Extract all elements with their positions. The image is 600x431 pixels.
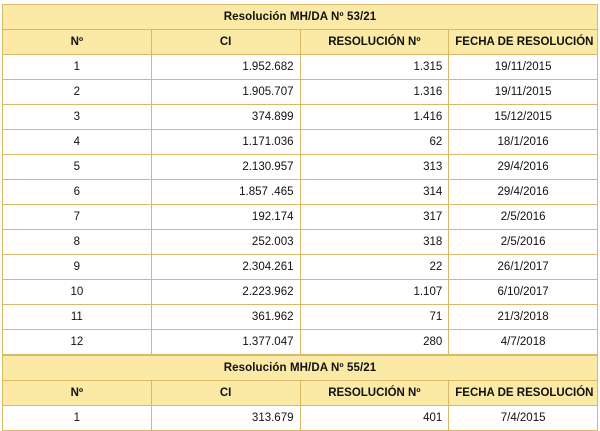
cell-fecha: 4/7/2018	[449, 330, 598, 355]
table-row	[3, 255, 598, 280]
cell-ci: 1.171.036	[151, 130, 300, 155]
table-row	[3, 55, 598, 80]
cell-resolucion: 71	[300, 305, 449, 330]
column-header-resolucion: RESOLUCIÓN Nº	[300, 30, 449, 55]
table-row	[3, 330, 598, 355]
cell-numero: 7	[3, 205, 152, 230]
column-header-fecha: FECHA DE RESOLUCIÓN	[449, 381, 598, 406]
cell-resolucion: 1.316	[300, 80, 449, 105]
cell-resolucion: 1.315	[300, 55, 449, 80]
cell-fecha: 21/3/2018	[449, 305, 598, 330]
table-row	[3, 406, 598, 431]
cell-resolucion: 318	[300, 230, 449, 255]
cell-numero: 3	[3, 105, 152, 130]
cell-ci: 1.857 .465	[151, 180, 300, 205]
table-row	[3, 280, 598, 305]
cell-resolucion: 62	[300, 130, 449, 155]
column-header-fecha: FECHA DE RESOLUCIÓN	[449, 30, 598, 55]
cell-fecha: 6/10/2017	[449, 280, 598, 305]
table-row	[3, 180, 598, 205]
cell-ci: 1.377.047	[151, 330, 300, 355]
cell-resolucion: 280	[300, 330, 449, 355]
cell-numero: 6	[3, 180, 152, 205]
cell-ci: 2.223.962	[151, 280, 300, 305]
cell-fecha: 26/1/2017	[449, 255, 598, 280]
column-header-ci: CI	[151, 30, 300, 55]
column-header-ci: CI	[151, 381, 300, 406]
resolution-table-1	[2, 4, 598, 355]
cell-resolucion: 22	[300, 255, 449, 280]
cell-ci: 361.962	[151, 305, 300, 330]
cell-fecha: 2/5/2016	[449, 230, 598, 255]
table-row	[3, 155, 598, 180]
table-row	[3, 230, 598, 255]
table-row	[3, 130, 598, 155]
column-header-resolucion: RESOLUCIÓN Nº	[300, 381, 449, 406]
cell-numero: 1	[3, 406, 152, 431]
cell-fecha: 29/4/2016	[449, 155, 598, 180]
cell-numero: 8	[3, 230, 152, 255]
table-title-row	[3, 5, 598, 30]
cell-ci: 374.899	[151, 105, 300, 130]
cell-numero: 1	[3, 55, 152, 80]
cell-ci: 2.304.261	[151, 255, 300, 280]
cell-numero: 2	[3, 80, 152, 105]
table-row	[3, 105, 598, 130]
cell-numero: 12	[3, 330, 152, 355]
table-header-row	[3, 30, 598, 55]
cell-ci: 2.130.957	[151, 155, 300, 180]
cell-numero: 4	[3, 130, 152, 155]
cell-fecha: 19/11/2015	[449, 55, 598, 80]
resolution-table-2	[2, 355, 598, 431]
table-row	[3, 80, 598, 105]
table-row	[3, 305, 598, 330]
cell-fecha: 2/5/2016	[449, 205, 598, 230]
cell-resolucion: 313	[300, 155, 449, 180]
cell-ci: 252.003	[151, 230, 300, 255]
cell-resolucion: 401	[300, 406, 449, 431]
column-header-numero: Nº	[3, 30, 152, 55]
cell-fecha: 19/11/2015	[449, 80, 598, 105]
column-header-numero: Nº	[3, 381, 152, 406]
cell-numero: 5	[3, 155, 152, 180]
table-title: Resolución MH/DA Nº 53/21	[3, 5, 598, 30]
table-title-row	[3, 356, 598, 381]
table-row	[3, 205, 598, 230]
cell-fecha: 15/12/2015	[449, 105, 598, 130]
cell-resolucion: 317	[300, 205, 449, 230]
cell-ci: 1.952.682	[151, 55, 300, 80]
cell-fecha: 7/4/2015	[449, 406, 598, 431]
cell-resolucion: 1.107	[300, 280, 449, 305]
cell-resolucion: 314	[300, 180, 449, 205]
cell-numero: 11	[3, 305, 152, 330]
cell-numero: 9	[3, 255, 152, 280]
cell-fecha: 29/4/2016	[449, 180, 598, 205]
cell-resolucion: 1.416	[300, 105, 449, 130]
cell-ci: 192.174	[151, 205, 300, 230]
table-title: Resolución MH/DA Nº 55/21	[3, 356, 598, 381]
table-header-row	[3, 381, 598, 406]
cell-numero: 10	[3, 280, 152, 305]
cell-fecha: 18/1/2016	[449, 130, 598, 155]
cell-ci: 1.905.707	[151, 80, 300, 105]
cell-ci: 313.679	[151, 406, 300, 431]
